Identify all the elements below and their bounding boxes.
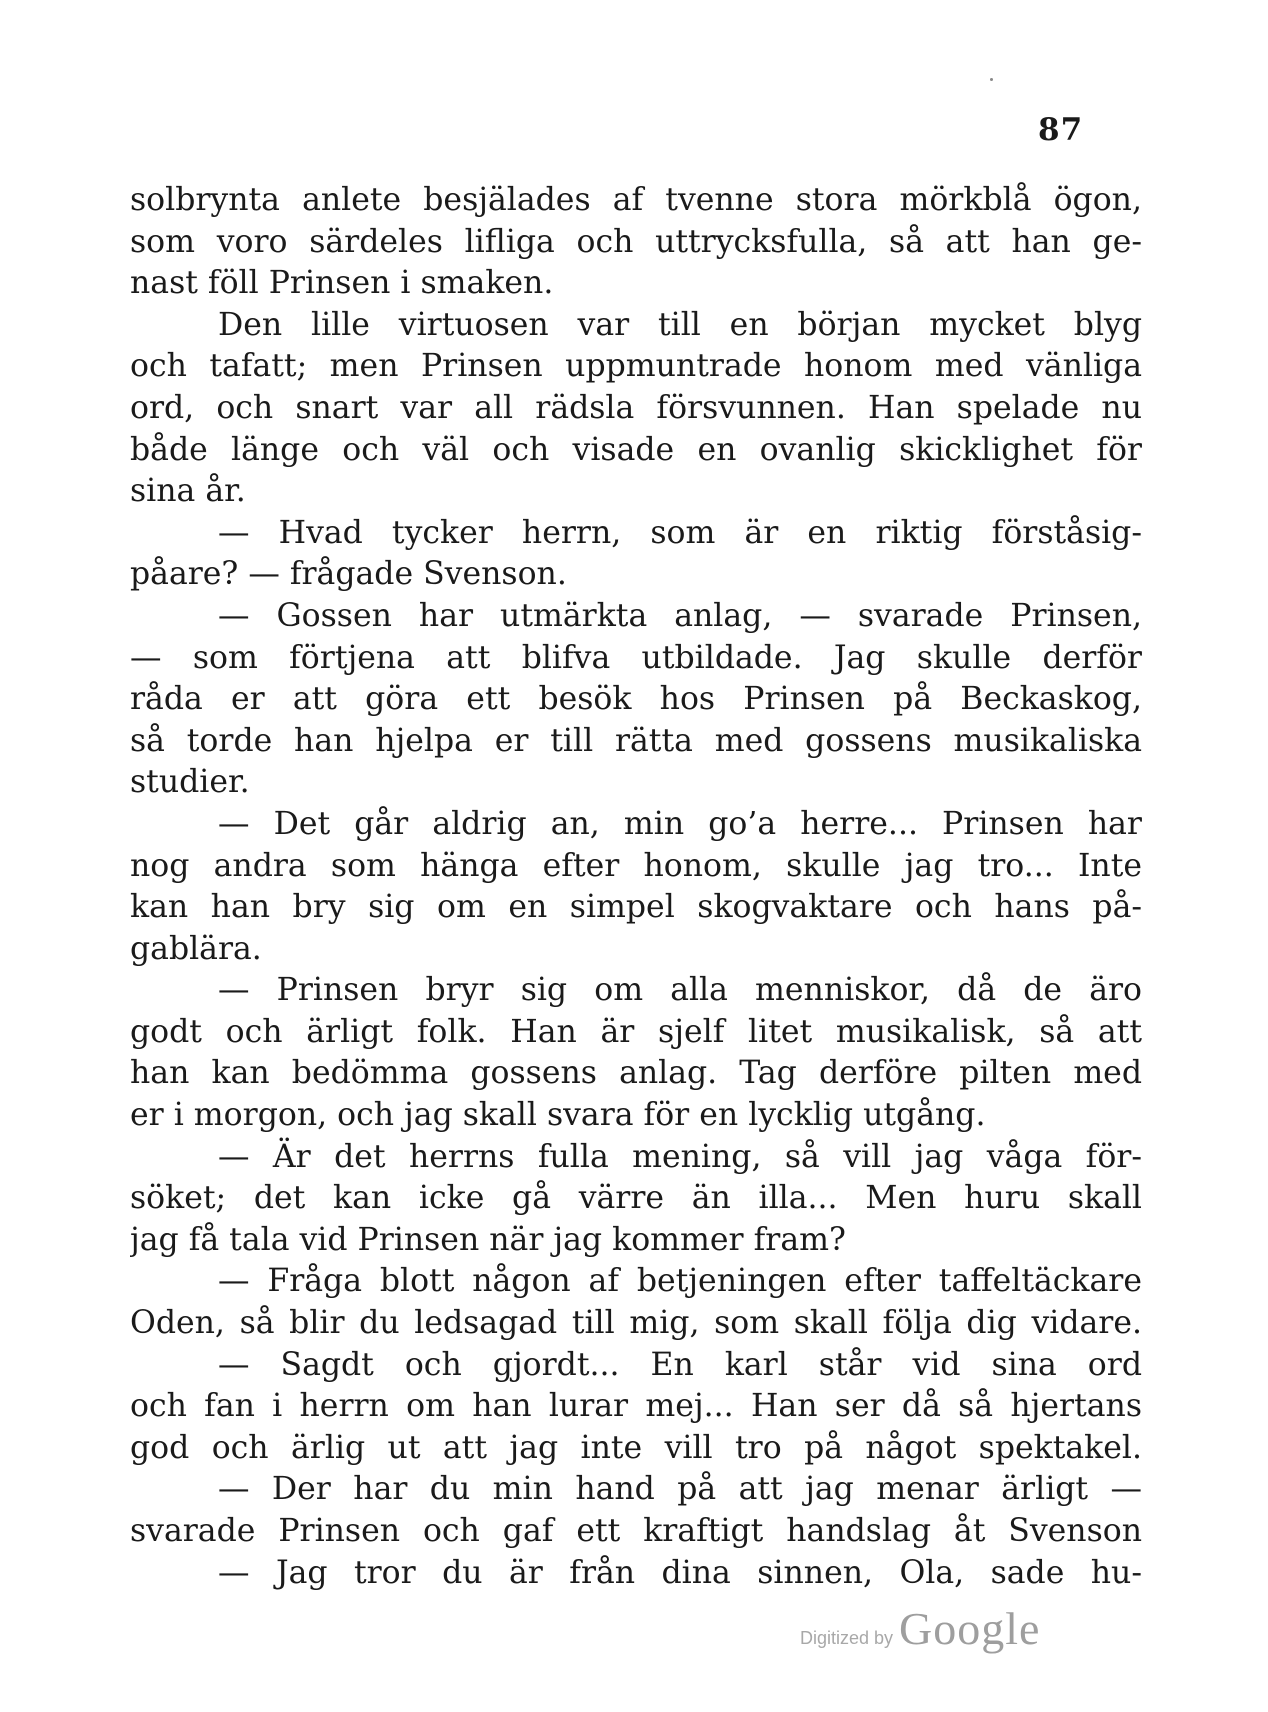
text-line: godt och ärligt folk. Han är sjelf litet musikalisk, så att <box>130 1013 1142 1050</box>
text-line: söket; det kan icke gå värre än illa... Men huru skall <box>130 1180 1142 1217</box>
text-line: svarade Prinsen och gaf ett kraftigt handslag åt Svenson <box>130 1513 1142 1549</box>
text-line: — Prinsen bryr sig om alla menniskor, då de äro <box>218 972 1142 1009</box>
text-line: han kan bedömma gossens anlag. Tag derföre pilten med <box>130 1055 1142 1092</box>
text-line: kan han bry sig om en simpel skogvaktare och hans på- <box>130 889 1142 926</box>
text-line: jag få tala vid Prinsen när jag kommer fram? <box>130 1221 846 1258</box>
digitization-watermark <box>800 1602 1040 1655</box>
text-line: studier. <box>130 764 250 801</box>
text-line: — Der har du min hand på att jag menar ärligt — <box>218 1471 1142 1508</box>
text-line: nast föll Prinsen i smaken. <box>130 265 554 302</box>
text-line: Den lille virtuosen var till en början mycket blyg <box>218 306 1142 343</box>
text-line: nog andra som hänga efter honom, skulle jag tro... Inte <box>130 847 1142 884</box>
text-line: — Är det herrns fulla mening, så vill jag våga för- <box>218 1138 1142 1175</box>
text-line: råda er att göra ett besök hos Prinsen på Beckaskog, <box>130 681 1142 718</box>
text-line: — Gossen har utmärkta anlag, — svarade Prinsen, <box>218 597 1142 634</box>
text-line: Oden, så blir du ledsagad till mig, som skall följa dig vidare. <box>130 1305 1142 1342</box>
text-line: god och ärlig ut att jag inte vill tro på något spektakel. <box>130 1429 1142 1466</box>
text-line: påare? — frågade Svenson. <box>130 556 567 593</box>
text-line: er i morgon, och jag skall svara för en lycklig utgång. <box>130 1097 986 1134</box>
text-line: så torde han hjelpa er till rätta med gossens musikaliska <box>130 722 1142 759</box>
text-line: gablära. <box>130 930 262 967</box>
text-line: solbrynta anlete besjälades af tvenne stora mörkblå ögon, <box>130 182 1142 218</box>
text-line: och fan i herrn om han lurar mej... Han ser då så hjertans <box>130 1388 1142 1425</box>
text-line: både länge och väl och visade en ovanlig skicklighet för <box>130 431 1142 468</box>
text-line: sina år. <box>130 473 246 510</box>
text-line: — Jag tror du är från dina sinnen, Ola, sade hu- <box>218 1554 1142 1591</box>
text-line: — Hvad tycker herrn, som är en riktig förståsig- <box>218 514 1142 551</box>
text-line: — Fråga blott någon af betjeningen efter taffeltäckare <box>218 1263 1142 1300</box>
body-text <box>130 180 1142 1594</box>
text-line: — som förtjena att blifva utbildade. Jag skulle derför <box>130 639 1142 676</box>
google-logo: Google <box>899 1603 1041 1654</box>
text-line: ord, och snart var all rädsla försvunnen. Han spelade nu <box>130 389 1142 426</box>
page-number: 87 <box>1038 112 1084 148</box>
scan-speck <box>990 78 993 81</box>
text-line: — Det går aldrig an, min go’a herre... Prinsen har <box>218 805 1142 842</box>
text-line: och tafatt; men Prinsen uppmuntrade honom med vänliga <box>130 348 1142 385</box>
text-line: som voro särdeles lifliga och uttrycksfulla, så att han ge- <box>130 223 1142 260</box>
text-line: — Sagdt och gjordt... En karl står vid sina ord <box>218 1346 1142 1383</box>
watermark-prefix: Digitized by <box>800 1628 894 1648</box>
